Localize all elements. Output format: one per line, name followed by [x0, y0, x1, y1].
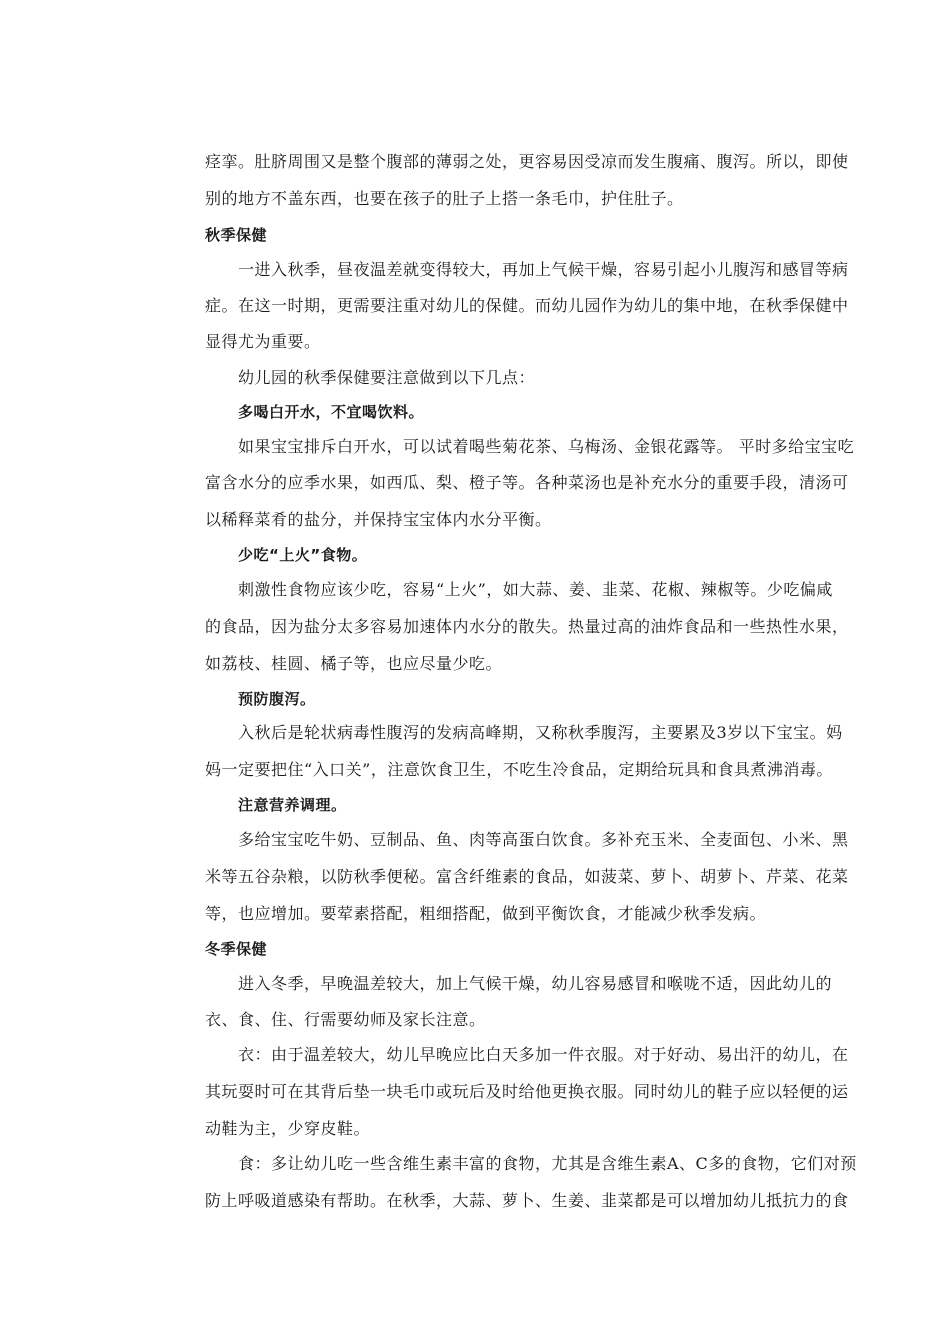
body-text-line: 幼儿园的秋季保健要注意做到以下几点：: [238, 368, 536, 387]
body-text-line: 进入冬季，早晚温差较大，加上气候干燥，幼儿容易感冒和喉咙不适，因此幼儿的: [238, 974, 833, 993]
subheading-nutrition: 注意营养调理。: [238, 796, 347, 814]
body-text-line: 别的地方不盖东西，也要在孩子的肚子上搭一条毛巾，护住肚子。: [205, 189, 684, 208]
body-text-line: 如荔枝、桂圆、橘子等，也应尽量少吃。: [205, 654, 503, 673]
subheading-prevent-diarrhea: 预防腹泻。: [238, 690, 316, 708]
section-heading-winter: 冬季保健: [205, 940, 268, 958]
body-text-line: 以稀释菜肴的盐分，并保持宝宝体内水分平衡。: [205, 510, 552, 529]
body-text-line: 食：多让幼儿吃一些含维生素丰富的食物，尤其是含维生素A、C多的食物，它们对预: [238, 1154, 857, 1173]
body-text-line: 其玩耍时可在其背后垫一块毛巾或玩后及时给他更换衣服。同时幼儿的鞋子应以轻便的运: [205, 1082, 849, 1101]
body-text-line: 动鞋为主，少穿皮鞋。: [205, 1119, 371, 1138]
body-text-line: 的食品，因为盐分太多容易加速体内水分的散失。热量过高的油炸食品和一些热性水果，: [205, 617, 849, 636]
body-text-line: 衣：由于温差较大，幼儿早晚应比白天多加一件衣服。对于好动、易出汗的幼儿，在: [238, 1045, 849, 1064]
body-text-line: 多给宝宝吃牛奶、豆制品、鱼、肉等高蛋白饮食。多补充玉米、全麦面包、小米、黑: [238, 830, 849, 849]
body-text-line: 富含水分的应季水果，如西瓜、梨、橙子等。各种菜汤也是补充水分的重要手段，清汤可: [205, 473, 849, 492]
section-heading-autumn: 秋季保健: [205, 226, 268, 244]
body-text-line: 如果宝宝排斥白开水，可以试着喝些菊花茶、乌梅汤、金银花露等。 平时多给宝宝吃: [238, 437, 855, 456]
body-text-line: 症。在这一时期，更需要注重对幼儿的保健。而幼儿园作为幼儿的集中地，在秋季保健中: [205, 296, 849, 315]
body-text-line: 显得尤为重要。: [205, 332, 321, 351]
body-text-line: 一进入秋季，昼夜温差就变得较大，再加上气候干燥，容易引起小儿腹泻和感冒等病: [238, 260, 849, 279]
body-text-line: 米等五谷杂粮，以防秋季便秘。富含纤维素的食品，如菠菜、萝卜、胡萝卜、芹菜、花菜: [205, 867, 849, 886]
body-text-line: 入秋后是轮状病毒性腹泻的发病高峰期，又称秋季腹泻，主要累及3岁以下宝宝。妈: [238, 723, 843, 742]
subheading-drink-water: 多喝白开水，不宜喝饮料。: [238, 403, 425, 421]
body-text-line: 痉挛。肚脐周围又是整个腹部的薄弱之处，更容易因受凉而发生腹痛、腹泻。所以，即使: [205, 152, 849, 171]
body-text-line: 防上呼吸道感染有帮助。在秋季，大蒜、萝卜、生姜、韭菜都是可以增加幼儿抵抗力的食: [205, 1191, 849, 1210]
body-text-line: 衣、食、住、行需要幼师及家长注意。: [205, 1010, 486, 1029]
body-text-line: 等，也应增加。要荤素搭配，粗细搭配，做到平衡饮食，才能减少秋季发病。: [205, 904, 767, 923]
body-text-line: 妈一定要把住“入口关”，注意饮食卫生，不吃生冷食品，定期给玩具和食具煮沸消毒。: [205, 760, 833, 779]
body-text-line: 刺激性食物应该少吃，容易“上火”，如大蒜、姜、韭菜、花椒、辣椒等。少吃偏咸: [238, 580, 833, 599]
subheading-avoid-heat-food: 少吃“上火”食物。: [238, 546, 368, 564]
